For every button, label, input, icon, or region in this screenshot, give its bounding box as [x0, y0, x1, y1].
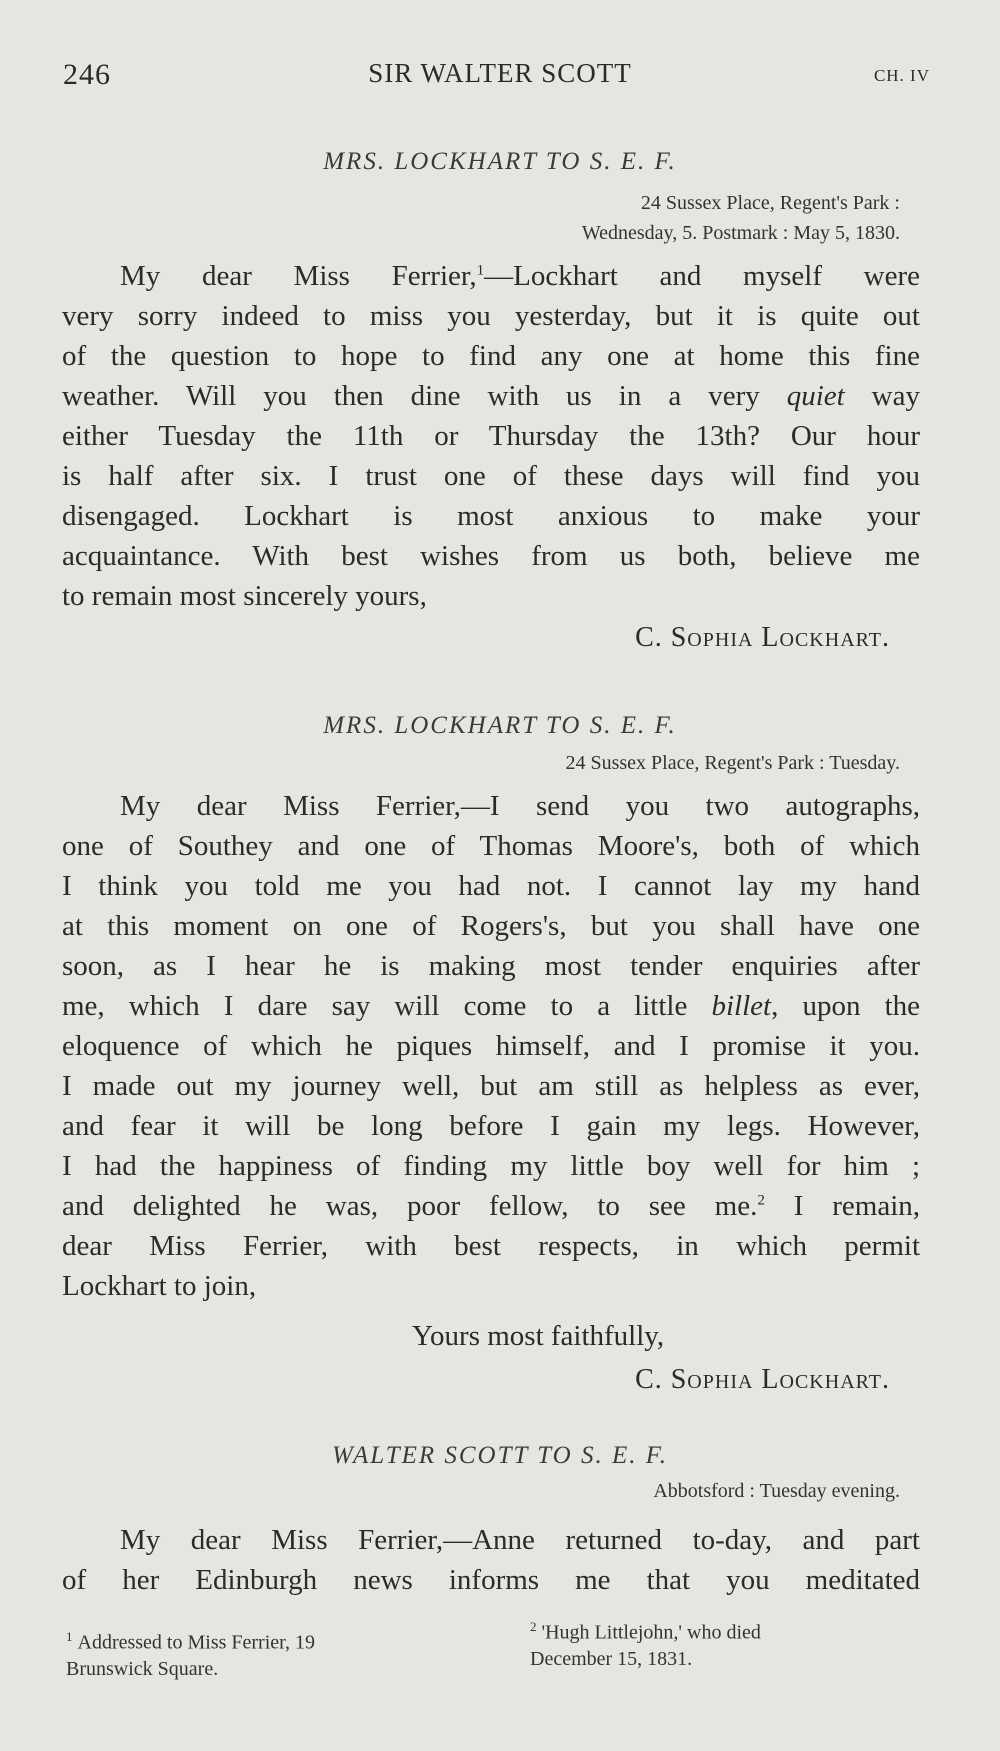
letter1-address: 24 Sussex Place, Regent's Park :: [640, 192, 900, 214]
text-line: very sorry indeed to miss you yesterday, but it is quite out: [62, 300, 920, 332]
text-line: soon, as I hear he is making most tender enquiries after: [62, 950, 920, 982]
footnote-1-line2: Brunswick Square.: [66, 1657, 219, 1680]
text-line: dear Miss Ferrier, with best respects, in which permit: [62, 1230, 920, 1262]
letter1-heading: MRS. LOCKHART TO S. E. F.: [323, 148, 677, 175]
footnote-1-line1: $^1$ Addressed to Miss Ferrier, 19: [66, 1629, 315, 1654]
text-line: me, which I dare say will come to a little billet, upon the: [62, 990, 920, 1022]
letter3-address: Abbotsford : Tuesday evening.: [653, 1480, 900, 1502]
text-line: My dear Miss Ferrier,—I send you two autographs,: [120, 790, 920, 822]
text-line: one of Southey and one of Thomas Moore's, both of which: [62, 830, 920, 862]
text-line: weather. Will you then dine with us in a very quiet way: [62, 380, 920, 412]
text-line: of her Edinburgh news informs me that you meditated: [62, 1564, 920, 1596]
text-line: to remain most sincerely yours,: [62, 580, 427, 612]
footnote-1: [66, 1624, 315, 1682]
text-line: disengaged. Lockhart is most anxious to make your: [62, 500, 920, 532]
letter2-signature: C. Sophia Lockhart.: [635, 1364, 890, 1395]
letter2-closing: Yours most faithfully,: [412, 1320, 665, 1352]
text-line: I had the happiness of finding my little boy well for him ;: [62, 1150, 920, 1182]
text-line: at this moment on one of Rogers's, but you shall have one: [62, 910, 920, 942]
letter2-body: [62, 786, 920, 1306]
text-line: I think you told me you had not. I cannot lay my hand: [62, 870, 920, 902]
text-line: either Tuesday the 11th or Thursday the 13th? Our hour: [62, 420, 920, 452]
letter1-signature: C. Sophia Lockhart.: [635, 622, 890, 653]
letter3-body: [62, 1520, 920, 1600]
text-line: is half after six. I trust one of these days will find you: [62, 460, 920, 492]
letter1-body: [62, 256, 920, 616]
footnote-mark: 2: [530, 1619, 537, 1634]
footnote-2-line2: December 15, 1831.: [530, 1647, 693, 1670]
text-line: My dear Miss Ferrier,—Anne returned to-day, and part: [120, 1524, 920, 1556]
text-line: Lockhart to join,: [62, 1270, 257, 1302]
letter1-date: Wednesday, 5. Postmark : May 5, 1830.: [581, 222, 900, 244]
footnote-mark: 1: [66, 1629, 73, 1644]
text-line: My dear Miss Ferrier,$^1$—Lockhart and myself were: [120, 260, 920, 292]
text-line: and fear it will be long before I gain my legs. However,: [62, 1110, 920, 1142]
footnote-ref: 1: [476, 262, 485, 279]
letter2-heading: MRS. LOCKHART TO S. E. F.: [323, 712, 677, 739]
text-line: and delighted he was, poor fellow, to see me.$^2$ I remain,: [62, 1190, 921, 1222]
text-line: eloquence of which he piques himself, and I promise it you.: [62, 1030, 920, 1062]
footnote-ref: 2: [757, 1192, 765, 1209]
text-line: acquaintance. With best wishes from us both, believe me: [62, 540, 920, 572]
text-line: I made out my journey well, but am still as helpless as ever,: [62, 1070, 920, 1102]
text-line: of the question to hope to find any one at home this fine: [62, 340, 920, 372]
page-number: 246: [63, 58, 111, 91]
letter2-address: 24 Sussex Place, Regent's Park : Tuesday.: [565, 752, 900, 774]
running-title: SIR WALTER SCOTT: [368, 58, 632, 88]
chapter-label: CH. IV: [873, 66, 930, 85]
footnote-2-line1: $^2$ 'Hugh Littlejohn,' who died: [530, 1619, 761, 1644]
letter3-heading: WALTER SCOTT TO S. E. F.: [331, 1442, 669, 1469]
footnote-2: [530, 1614, 761, 1672]
